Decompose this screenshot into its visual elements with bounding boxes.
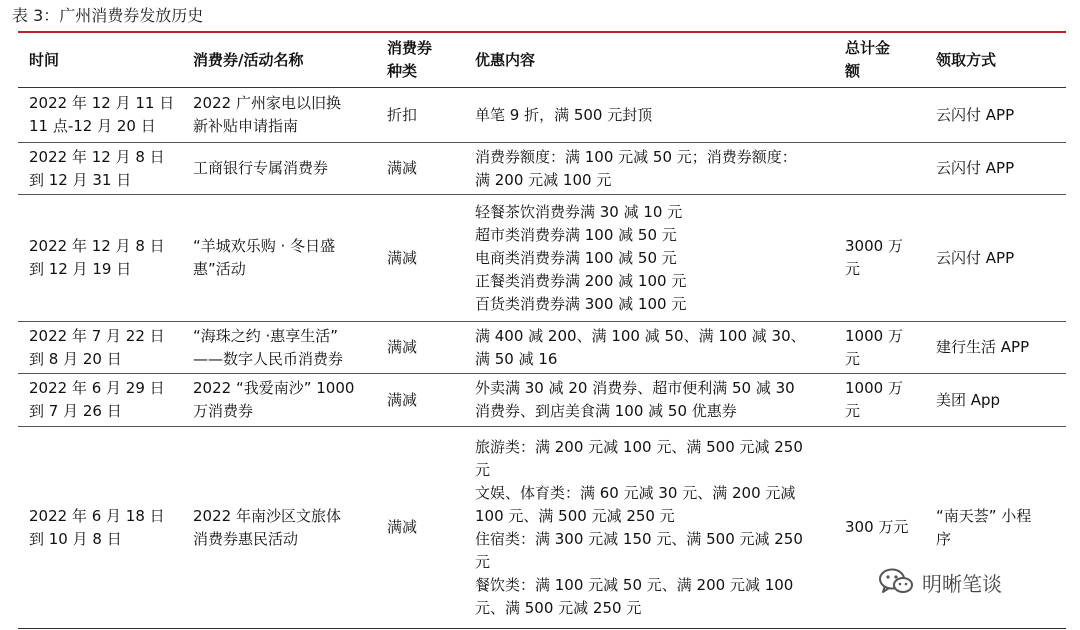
cell-method: 建行生活 APP [925,322,1066,374]
watermark-text: 明晰笔谈 [922,571,1002,596]
cell-name: 2022 年南沙区文旅体 消费券惠民活动 [182,427,376,629]
table-row [18,195,1066,322]
header-method: 领取方式 [925,33,1066,88]
cell-content: 消费券额度：满 100 元减 50 元；消费券额度： 满 200 元减 100 元 [464,143,834,195]
cell-amount [834,88,925,143]
cell-type: 满减 [376,322,464,374]
table-row [18,322,1066,374]
cell-amount: 3000 万 元 [834,195,925,322]
cell-type: 满减 [376,427,464,629]
cell-method: “南天荟” 小程 序 [925,427,1066,629]
cell-method: 云闪付 APP [925,195,1066,322]
cell-method: 美团 App [925,374,1066,427]
cell-content: 满 400 减 200、满 100 减 50、满 100 减 30、 满 50 减 16 [464,322,834,374]
cell-time: 2022 年 7 月 22 日 到 8 月 20 日 [18,322,182,374]
header-type: 消费券 种类 [376,33,464,88]
header-content: 优惠内容 [464,33,834,88]
cell-content: 单笔 9 折，满 500 元封顶 [464,88,834,143]
cell-name: 工商银行专属消费券 [182,143,376,195]
cell-content: 轻餐茶饮消费券满 30 减 10 元 超市类消费券满 100 减 50 元 电商类消费券满 100 减 50 元 正餐类消费券满 200 减 100 元 百货类消费券满 300 减 100 元 [464,195,834,322]
cell-method: 云闪付 APP [925,143,1066,195]
header-time: 时间 [18,33,182,88]
cell-type: 满减 [376,374,464,427]
voucher-history-table [18,33,1066,629]
header-amount: 总计金 额 [834,33,925,88]
watermark [878,562,1002,602]
cell-type: 满减 [376,195,464,322]
wechat-icon [878,567,914,597]
cell-type: 折扣 [376,88,464,143]
header-name: 消费券/活动名称 [182,33,376,88]
table-caption: 表 3：广州消费券发放历史 [12,6,204,25]
cell-amount: 1000 万 元 [834,322,925,374]
cell-time: 2022 年 12 月 8 日 到 12 月 31 日 [18,143,182,195]
cell-time: 2022 年 6 月 18 日 到 10 月 8 日 [18,427,182,629]
table-row [18,143,1066,195]
table-header-row [18,33,1066,88]
table-row [18,374,1066,427]
cell-name: “海珠之约 ·惠享生活” ——数字人民币消费券 [182,322,376,374]
cell-content: 旅游类：满 200 元减 100 元、满 500 元减 250 元 文娱、体育类：满 60 元减 30 元、满 200 元减 100 元、满 500 元减 250 元 住宿类：满 300 元减 150 元、满 500 元减 250 元 餐饮类：满 100 元减 50 元、满 200 元减 100 元、满 500 元减 250 元 [464,427,834,629]
cell-name: 2022 “我爱南沙” 1000 万消费券 [182,374,376,427]
cell-content: 外卖满 30 减 20 消费券、超市便利满 50 减 30 消费券、到店美食满 100 减 50 优惠券 [464,374,834,427]
cell-name: 2022 广州家电以旧换 新补贴申请指南 [182,88,376,143]
cell-type: 满减 [376,143,464,195]
cell-name: “羊城欢乐购 · 冬日盛 惠”活动 [182,195,376,322]
cell-amount: 1000 万 元 [834,374,925,427]
cell-time: 2022 年 12 月 8 日 到 12 月 19 日 [18,195,182,322]
table-row [18,88,1066,143]
cell-time: 2022 年 12 月 11 日 11 点-12 月 20 日 [18,88,182,143]
cell-amount [834,143,925,195]
cell-amount: 300 万元 [834,427,925,629]
cell-time: 2022 年 6 月 29 日 到 7 月 26 日 [18,374,182,427]
cell-method: 云闪付 APP [925,88,1066,143]
